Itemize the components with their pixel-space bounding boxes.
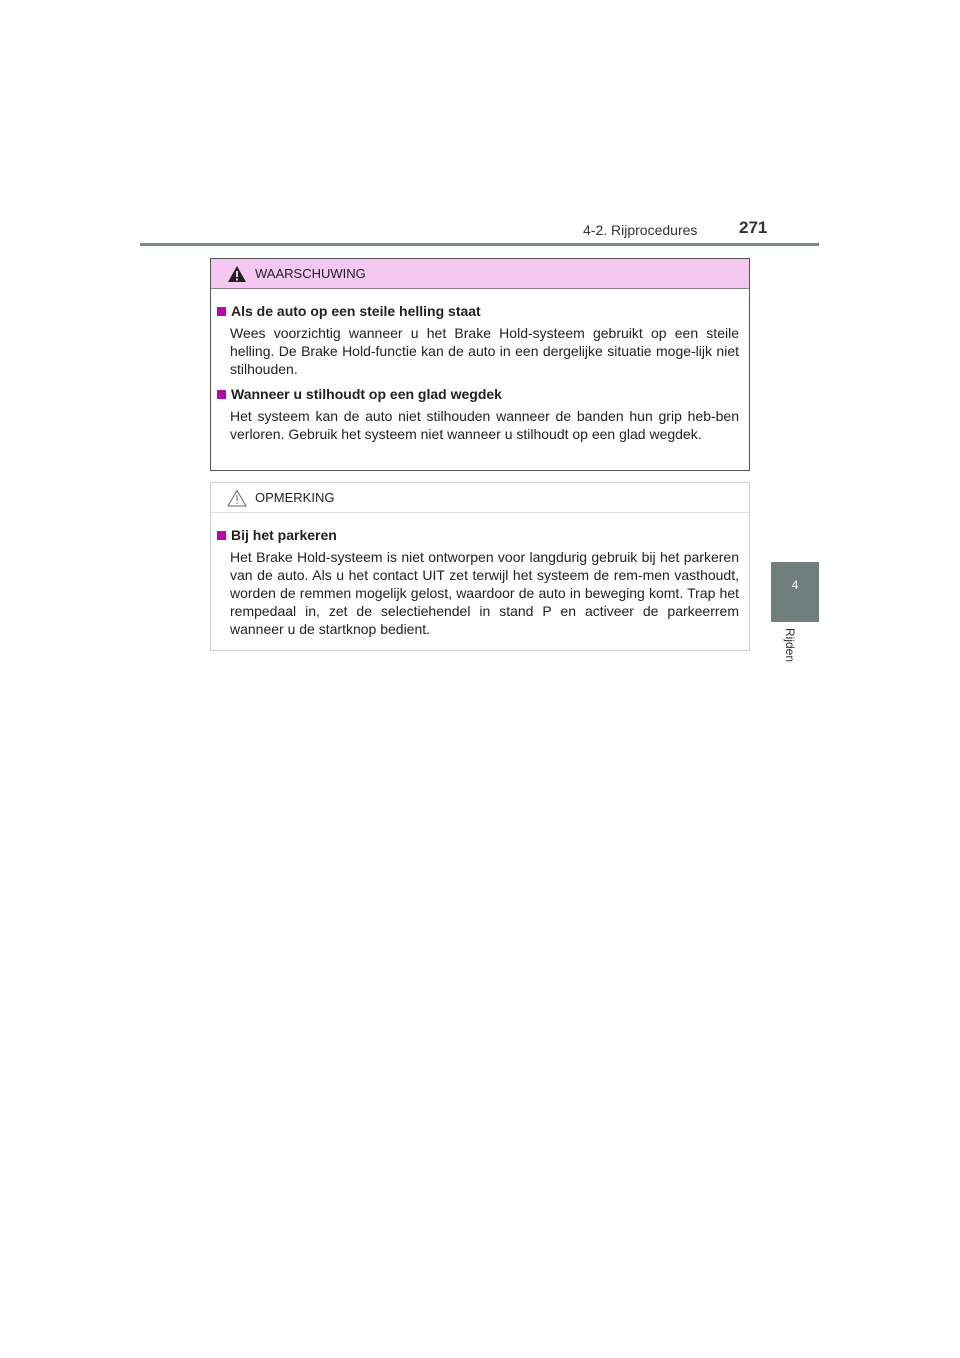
warning-body: [211, 289, 749, 443]
warning-header: [211, 259, 749, 289]
section-title: 4-2. Rijprocedures: [583, 222, 698, 238]
note-header: [211, 483, 749, 513]
chapter-label-container: [783, 628, 807, 676]
bullet-square-icon: [217, 307, 226, 316]
note-box: [210, 482, 750, 651]
note-item-heading: [217, 526, 739, 544]
warning-item-title: Als de auto op een steile helling staat: [231, 303, 481, 319]
note-item-title: Bij het parkeren: [231, 527, 337, 543]
bullet-square-icon: [217, 390, 226, 399]
header-divider: [140, 243, 819, 246]
caution-triangle-outline-icon: [227, 489, 247, 507]
note-body: [211, 513, 749, 638]
warning-item: [217, 385, 739, 443]
warning-title: WAARSCHUWING: [255, 266, 366, 281]
bullet-square-icon: [217, 531, 226, 540]
warning-item-text: Het systeem kan de auto niet stilhouden wanneer de banden hun grip heb-ben verloren. Gebruik het systeem niet wanneer u stilhoudt op een glad wegdek.: [230, 408, 739, 442]
chapter-number: 4: [791, 578, 799, 592]
warning-item: [217, 302, 739, 378]
page-number: 271: [739, 218, 768, 237]
chapter-tab: [771, 562, 819, 622]
warning-item-title: Wanneer u stilhoudt op een glad wegdek: [231, 386, 502, 402]
warning-item-heading: [217, 302, 739, 320]
note-item-text: Het Brake Hold-systeem is niet ontworpen voor langdurig gebruik bij het parkeren van de auto. Als u het contact UIT zet terwijl het systeem de rem-men vasthoudt, worden de remmen mogelijk gelost, waardoor de auto in beweging komt. Trap het rempedaal in, zet de selectiehendel in stand P en activeer de parkeerrem wanneer u de startknop bedient.: [230, 549, 739, 637]
note-item: [217, 526, 739, 638]
warning-box: [210, 258, 750, 471]
warning-item-text: Wees voorzichtig wanneer u het Brake Hold-systeem gebruikt op een steile helling. De Brake Hold-functie kan de auto in een dergelijke situatie moge-lijk niet stilhouden.: [230, 325, 739, 377]
warning-triangle-icon: [227, 265, 247, 283]
note-title: OPMERKING: [255, 490, 335, 505]
warning-item-heading: [217, 385, 739, 403]
chapter-label: Rijden: [783, 628, 797, 663]
